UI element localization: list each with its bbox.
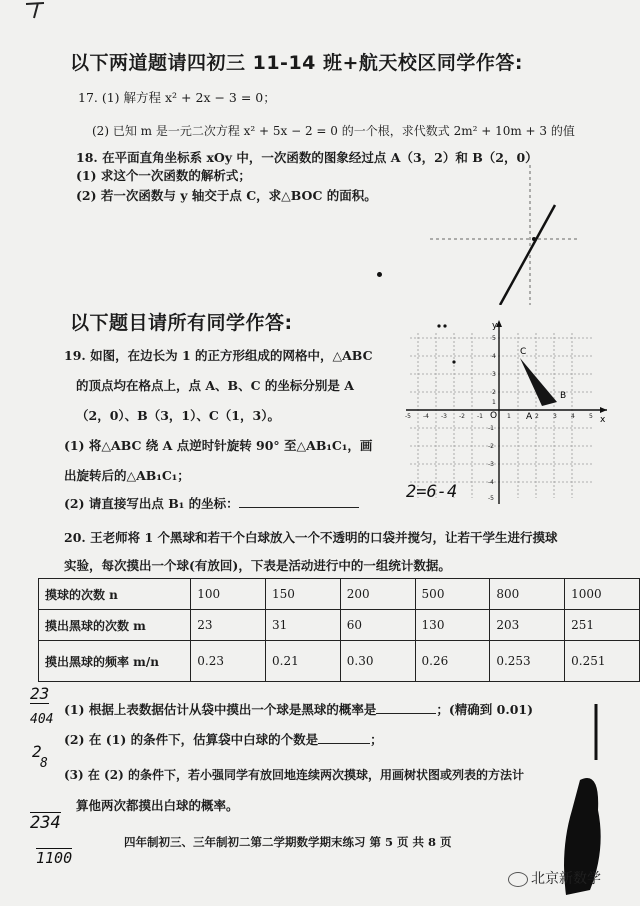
q20-answer1-blank[interactable] [376, 713, 436, 714]
tick-x-label: 1 [507, 413, 511, 420]
q20-part3a: (3) 在 (2) 的条件下，若小强同学有放回地连续两次摸球，用画树状图或列表的方法计 [64, 768, 524, 782]
watermark [508, 868, 601, 888]
margin-note: 234 [30, 813, 61, 833]
table-row-header: 摸出黑球的次数 m [39, 610, 191, 641]
table-cell: 800 [490, 579, 565, 610]
tick-y-label: 1 [492, 399, 496, 406]
section-header-all: 以下题目请所有同学作答: [70, 312, 293, 334]
table-cell: 0.21 [266, 641, 341, 682]
tick-x-label: -3 [441, 413, 447, 420]
table-cell: 203 [490, 610, 565, 641]
q20-part2-label: (2) 在 (1) 的条件下，估算袋中白球的个数是 [64, 732, 319, 747]
tick-x-label: 4 [571, 413, 575, 420]
margin-note: 2 [32, 742, 42, 761]
grid-x-axis-label: x [600, 415, 606, 425]
table-cell: 150 [266, 579, 341, 610]
table-cell: 23 [191, 610, 266, 641]
margin-note: 404 [30, 712, 54, 727]
watermark-text: 北京新数学 [531, 871, 601, 887]
table-cell: 0.30 [340, 641, 415, 682]
table-cell: 0.253 [490, 641, 565, 682]
q18-part1: (1) 求这个一次函数的解析式； [76, 168, 251, 183]
q19-part1b: 出旋转后的△AB₁C₁； [64, 468, 190, 483]
table-cell: 60 [340, 610, 415, 641]
grid-point-c-label: C [520, 347, 527, 357]
q20-part1-suffix: ；(精确到 0.01) [436, 702, 534, 717]
q19-line2: 的顶点均在格点上，点 A、B、C 的坐标分别是 A [76, 378, 354, 393]
q17-part1: 17. (1) 解方程 x² + 2x − 3 = 0； [78, 90, 276, 105]
tick-y-label: 4 [492, 353, 496, 360]
table-cell: 130 [415, 610, 490, 641]
q20-line1: 20. 王老师将 1 个黑球和若干个白球放入一个不透明的口袋并搅匀，让若干学生进行摸球 [64, 530, 558, 545]
grid-origin-label: O [490, 411, 498, 421]
margin-note: 8 [40, 756, 48, 771]
tick-x-label: -1 [477, 413, 483, 420]
tick-y-label: -1 [488, 425, 494, 432]
grid-y-axis-label: y [492, 321, 498, 331]
grid-point-a-label: A [526, 412, 533, 422]
tick-x-label: -2 [459, 413, 465, 420]
tick-y-label: -2 [488, 443, 494, 450]
table-cell: 251 [565, 610, 640, 641]
tick-y-label: 3 [492, 371, 496, 378]
section-header-classes: 以下两道题请四初三 11-14 班+航天校区同学作答: [70, 52, 524, 74]
table-row-header: 摸出黑球的频率 m/n [39, 641, 191, 682]
table-cell: 0.23 [191, 641, 266, 682]
table-cell: 0.251 [565, 641, 640, 682]
table-cell: 1000 [565, 579, 640, 610]
q19-coordinate-grid [402, 318, 612, 506]
q20-part2 [64, 730, 383, 748]
tick-y-label: 2 [492, 389, 496, 396]
q20-part2-suffix: ； [370, 732, 383, 747]
tick-x-label: 5 [589, 413, 593, 420]
tick-y-label: 5 [492, 335, 496, 342]
q19-part1a: (1) 将△ABC 绕 A 点逆时针旋转 90° 至△AB₁C₁，画 [64, 438, 373, 453]
q18-stem: 18. 在平面直角坐标系 xOy 中，一次函数的图象经过点 A（3，2）和 B（2，0） [76, 150, 538, 165]
q19-line3: （2，0）、B（3，1）、C（1，3）。 [76, 408, 280, 423]
table-row [39, 579, 640, 610]
q20-stats-table [38, 578, 640, 682]
q19-part2-label: (2) 请直接写出点 B₁ 的坐标： [64, 496, 239, 511]
margin-note: 1100 [36, 849, 73, 867]
wechat-icon [508, 872, 528, 887]
tick-y-label: -5 [488, 495, 494, 502]
q20-part1 [64, 700, 533, 718]
q19-part2 [64, 494, 359, 512]
grid-point-b-label: B [560, 391, 567, 401]
q17-part2: (2) 已知 m 是一元二次方程 x² + 5x − 2 = 0 的一个根，求代数式 2m² + 10m + 3 的值 [92, 124, 575, 138]
tick-y-label: -3 [488, 461, 494, 468]
table-row [39, 610, 640, 641]
q19-handwriting: 2=6-4 [406, 482, 458, 502]
q20-answer2-blank[interactable] [318, 743, 370, 744]
page-footer: 四年制初三、三年制初二第二学期数学期末练习 第 5 页 共 8 页 [124, 835, 452, 849]
q20-part1-label: (1) 根据上表数据估计从袋中摸出一个球是黑球的概率是 [64, 702, 377, 717]
tick-x-label: -5 [405, 413, 411, 420]
table-row [39, 641, 640, 682]
table-cell: 200 [340, 579, 415, 610]
q20-line2: 实验，每次摸出一个球(有放回)，下表是活动进行中的一组统计数据。 [64, 558, 451, 573]
q18-sketch-graph [430, 165, 580, 305]
stray-dot [377, 272, 382, 277]
q19-answer-blank[interactable] [239, 507, 359, 508]
tick-x-label: 3 [553, 413, 557, 420]
table-cell: 31 [266, 610, 341, 641]
tick-y-label: -4 [488, 479, 494, 486]
table-cell: 500 [415, 579, 490, 610]
tick-x-label: 2 [535, 413, 539, 420]
q18-part2: (2) 若一次函数与 y 轴交于点 C，求△BOC 的面积。 [76, 188, 377, 203]
table-cell: 0.26 [415, 641, 490, 682]
table-cell: 100 [191, 579, 266, 610]
q19-line1: 19. 如图，在边长为 1 的正方形组成的网格中，△ABC [64, 348, 373, 363]
corner-scribble [20, 0, 60, 22]
margin-note: 23 [30, 684, 50, 703]
q20-part3b: 算他两次都摸出白球的概率。 [76, 798, 239, 813]
tick-x-label: -4 [423, 413, 429, 420]
table-row-header: 摸球的次数 n [39, 579, 191, 610]
